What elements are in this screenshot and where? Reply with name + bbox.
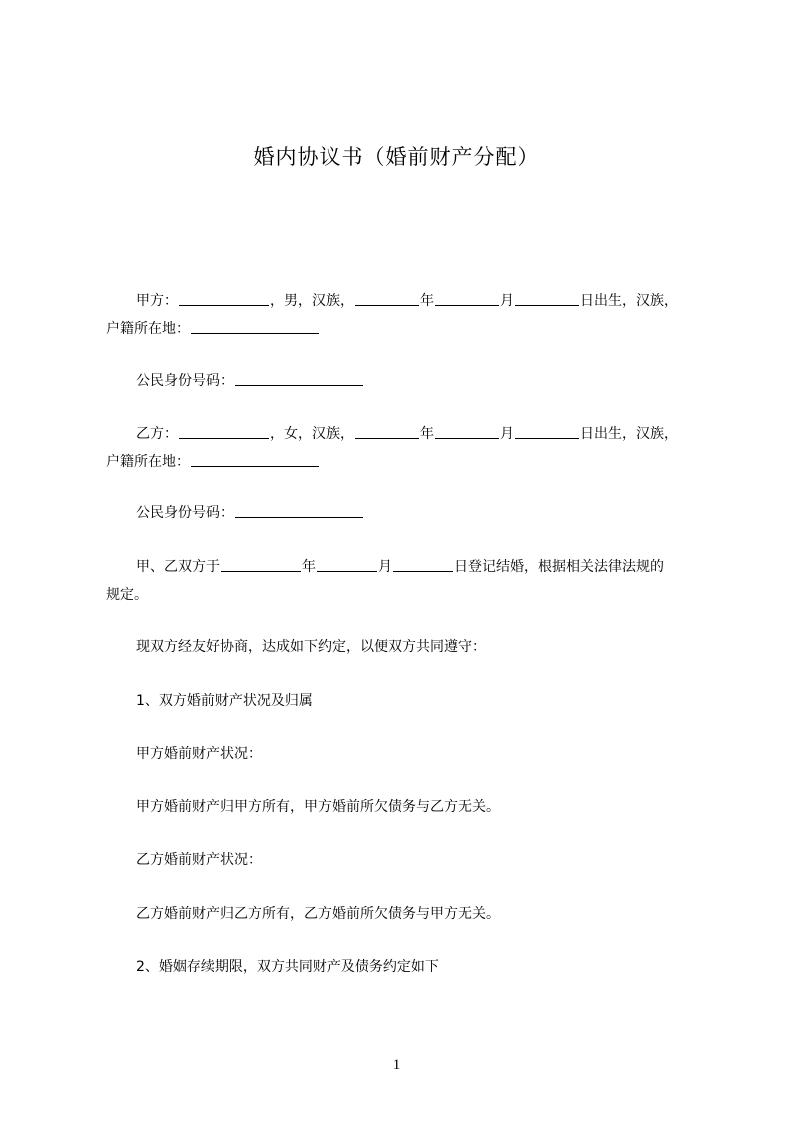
party-b-info (106, 420, 701, 476)
party-b-premarital-statement: 乙方婚前财产归乙方所有，乙方婚前所欠债务与甲方无关。 (136, 906, 500, 922)
party-b-line-2 (106, 448, 701, 476)
party-a-info (106, 287, 701, 343)
marriage-year-label: 年 (302, 559, 316, 575)
page-number: 1 (392, 1057, 401, 1073)
party-a-birth-day-blank (515, 291, 579, 306)
party-a-birth-month-blank (435, 291, 499, 306)
marriage-line-2: 规定。 (106, 587, 148, 603)
marriage-month-label: 月 (378, 559, 392, 575)
party-a-id (106, 367, 731, 395)
party-a-gender: ，男，汉族， (270, 293, 354, 309)
party-a-birth-year-blank (355, 291, 419, 306)
party-a-premarital-status: 甲方婚前财产状况： (136, 746, 262, 762)
marriage-month-blank (317, 557, 377, 572)
document-title: 婚内协议书（婚前财产分配） (253, 145, 540, 169)
party-a-id-label: 公民身份号码： (136, 373, 234, 389)
marriage-line-1 (106, 553, 701, 581)
party-b-domicile-blank (191, 452, 319, 467)
party-b-year-label: 年 (420, 426, 434, 442)
party-a-month-label: 月 (500, 293, 514, 309)
marriage-prefix: 甲、乙双方于 (136, 559, 220, 575)
party-a-premarital-statement: 甲方婚前财产归甲方所有，甲方婚前所欠债务与乙方无关。 (136, 799, 500, 815)
party-a-line-2 (106, 315, 701, 343)
marriage-year-blank (221, 557, 301, 572)
party-b-birth-year-blank (355, 424, 419, 439)
party-b-month-label: 月 (500, 426, 514, 442)
section-2-heading: 2、婚姻存续期限，双方共同财产及债务约定如下 (136, 959, 439, 975)
party-b-line-1 (106, 420, 701, 448)
party-b-label: 乙方： (136, 426, 178, 442)
party-b-name-blank (179, 424, 269, 439)
party-b-birth-day-blank (515, 424, 579, 439)
party-a-line-1 (106, 287, 701, 315)
party-b-id (106, 499, 731, 527)
party-a-domicile-label: 户籍所在地： (106, 321, 190, 337)
marriage-day-blank (393, 557, 453, 572)
section-1-heading: 1、双方婚前财产状况及归属 (136, 693, 313, 709)
agreement-intro: 现双方经友好协商，达成如下约定，以便双方共同遵守： (136, 639, 486, 655)
marriage-suffix: 日登记结婚，根据相关法律法规的 (454, 559, 664, 575)
party-a-birth-text: 日出生，汉族， (580, 293, 678, 309)
party-a-domicile-blank (191, 319, 319, 334)
party-b-domicile-label: 户籍所在地： (106, 454, 190, 470)
party-b-birth-text: 日出生，汉族， (580, 426, 678, 442)
party-b-birth-month-blank (435, 424, 499, 439)
party-a-name-blank (179, 291, 269, 306)
marriage-registration (106, 553, 701, 609)
party-b-gender: ，女，汉族， (270, 426, 354, 442)
party-b-id-blank (235, 503, 363, 518)
party-a-label: 甲方： (136, 293, 178, 309)
party-b-id-label: 公民身份号码： (136, 505, 234, 521)
party-a-year-label: 年 (420, 293, 434, 309)
party-b-premarital-status: 乙方婚前财产状况： (136, 852, 262, 868)
party-a-id-blank (235, 371, 363, 386)
